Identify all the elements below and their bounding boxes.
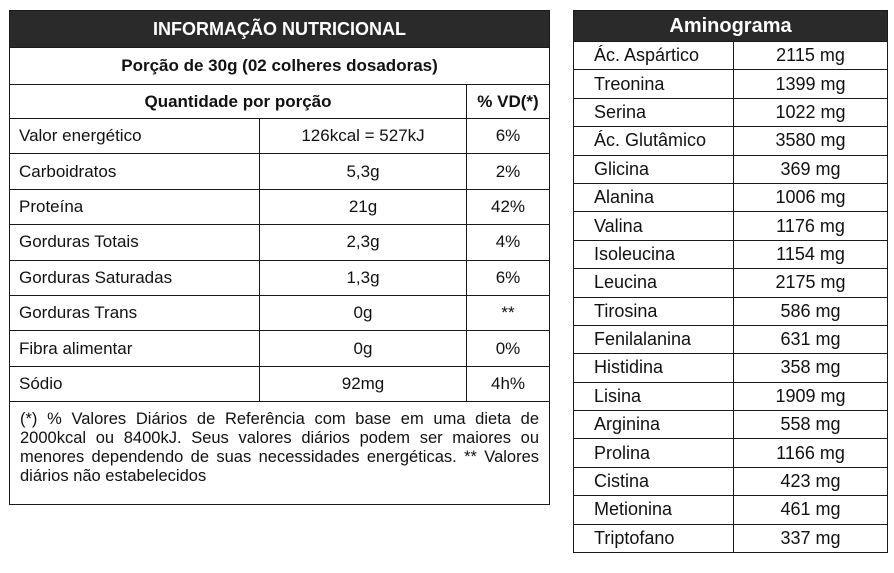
nutrient-amount: 92mg	[260, 366, 467, 401]
nutrient-amount: 21g	[260, 189, 467, 224]
daily-value-header: % VD(*)	[467, 85, 550, 119]
aminogram-row	[574, 382, 888, 410]
aminogram-row	[574, 467, 888, 495]
aminogram-row	[574, 411, 888, 439]
aminogram-row	[574, 42, 888, 70]
amino-acid-amount: 1022 mg	[734, 98, 888, 126]
aminogram-row	[574, 155, 888, 183]
amino-acid-amount: 586 mg	[734, 297, 888, 325]
aminogram-row	[574, 127, 888, 155]
amino-acid-name: Metionina	[574, 496, 734, 524]
aminogram-row	[574, 325, 888, 353]
amino-acid-amount: 1176 mg	[734, 212, 888, 240]
aminogram-row	[574, 269, 888, 297]
aminogram-row	[574, 439, 888, 467]
nutrient-name: Carboidratos	[10, 154, 260, 189]
nutrition-row	[10, 119, 550, 154]
amino-acid-amount: 337 mg	[734, 524, 888, 552]
amino-acid-amount: 1399 mg	[734, 70, 888, 98]
amino-acid-name: Tirosina	[574, 297, 734, 325]
aminogram-row	[574, 240, 888, 268]
aminogram-row	[574, 496, 888, 524]
amino-acid-name: Treonina	[574, 70, 734, 98]
nutrient-name: Gorduras Trans	[10, 295, 260, 330]
nutrition-title: INFORMAÇÃO NUTRICIONAL	[10, 11, 550, 48]
amino-acid-amount: 3580 mg	[734, 127, 888, 155]
nutrient-daily-value: 4h%	[467, 366, 550, 401]
amino-acid-name: Histidina	[574, 354, 734, 382]
nutrition-facts-table	[9, 10, 550, 505]
nutrient-name: Gorduras Totais	[10, 225, 260, 260]
aminogram-title: Aminograma	[574, 11, 888, 42]
amino-acid-amount: 461 mg	[734, 496, 888, 524]
amino-acid-name: Ác. Glutâmico	[574, 127, 734, 155]
amino-acid-name: Serina	[574, 98, 734, 126]
nutrition-row	[10, 366, 550, 401]
nutrient-name: Proteína	[10, 189, 260, 224]
nutrition-row	[10, 260, 550, 295]
amino-acid-name: Arginina	[574, 411, 734, 439]
amino-acid-amount: 1166 mg	[734, 439, 888, 467]
nutrient-amount: 0g	[260, 295, 467, 330]
amino-acid-name: Triptofano	[574, 524, 734, 552]
amino-acid-name: Lisina	[574, 382, 734, 410]
portion-size: Porção de 30g (02 colheres dosadoras)	[10, 48, 550, 85]
nutrition-row	[10, 295, 550, 330]
nutrition-row	[10, 154, 550, 189]
nutrition-row	[10, 225, 550, 260]
nutrition-row	[10, 189, 550, 224]
amino-acid-amount: 1006 mg	[734, 183, 888, 211]
nutrient-daily-value: 6%	[467, 260, 550, 295]
nutrient-name: Sódio	[10, 366, 260, 401]
aminogram-row	[574, 297, 888, 325]
amino-acid-name: Glicina	[574, 155, 734, 183]
nutrient-name: Gorduras Saturadas	[10, 260, 260, 295]
nutrient-daily-value: **	[467, 295, 550, 330]
amino-acid-name: Cistina	[574, 467, 734, 495]
amino-acid-name: Ác. Aspártico	[574, 42, 734, 70]
aminogram-row	[574, 70, 888, 98]
aminogram-row	[574, 524, 888, 552]
amino-acid-name: Valina	[574, 212, 734, 240]
nutrient-daily-value: 2%	[467, 154, 550, 189]
amino-acid-amount: 423 mg	[734, 467, 888, 495]
nutrient-daily-value: 0%	[467, 331, 550, 366]
nutrient-name: Fibra alimentar	[10, 331, 260, 366]
amino-acid-amount: 2175 mg	[734, 269, 888, 297]
amino-acid-amount: 1154 mg	[734, 240, 888, 268]
amino-acid-name: Leucina	[574, 269, 734, 297]
aminogram-row	[574, 212, 888, 240]
quantity-per-portion-header: Quantidade por porção	[10, 85, 467, 119]
nutrient-amount: 5,3g	[260, 154, 467, 189]
amino-acid-amount: 358 mg	[734, 354, 888, 382]
amino-acid-name: Fenilalanina	[574, 325, 734, 353]
amino-acid-name: Alanina	[574, 183, 734, 211]
amino-acid-name: Isoleucina	[574, 240, 734, 268]
amino-acid-name: Prolina	[574, 439, 734, 467]
nutrient-amount: 0g	[260, 331, 467, 366]
nutrient-daily-value: 42%	[467, 189, 550, 224]
aminogram-table	[573, 10, 888, 553]
nutrition-row	[10, 331, 550, 366]
nutrient-daily-value: 4%	[467, 225, 550, 260]
aminogram-row	[574, 354, 888, 382]
nutrient-amount: 1,3g	[260, 260, 467, 295]
nutrient-amount: 126kcal = 527kJ	[260, 119, 467, 154]
amino-acid-amount: 2115 mg	[734, 42, 888, 70]
nutrient-daily-value: 6%	[467, 119, 550, 154]
aminogram-row	[574, 98, 888, 126]
amino-acid-amount: 558 mg	[734, 411, 888, 439]
nutrition-footnote: (*) % Valores Diários de Referência com base em uma dieta de 2000kcal ou 8400kJ. Seus valores diários podem ser maiores ou menores dependendo de suas necessidades energéticas. ** Valores diários não estabelecidos	[10, 402, 550, 505]
aminogram-row	[574, 183, 888, 211]
amino-acid-amount: 631 mg	[734, 325, 888, 353]
amino-acid-amount: 369 mg	[734, 155, 888, 183]
amino-acid-amount: 1909 mg	[734, 382, 888, 410]
nutrient-amount: 2,3g	[260, 225, 467, 260]
nutrient-name: Valor energético	[10, 119, 260, 154]
